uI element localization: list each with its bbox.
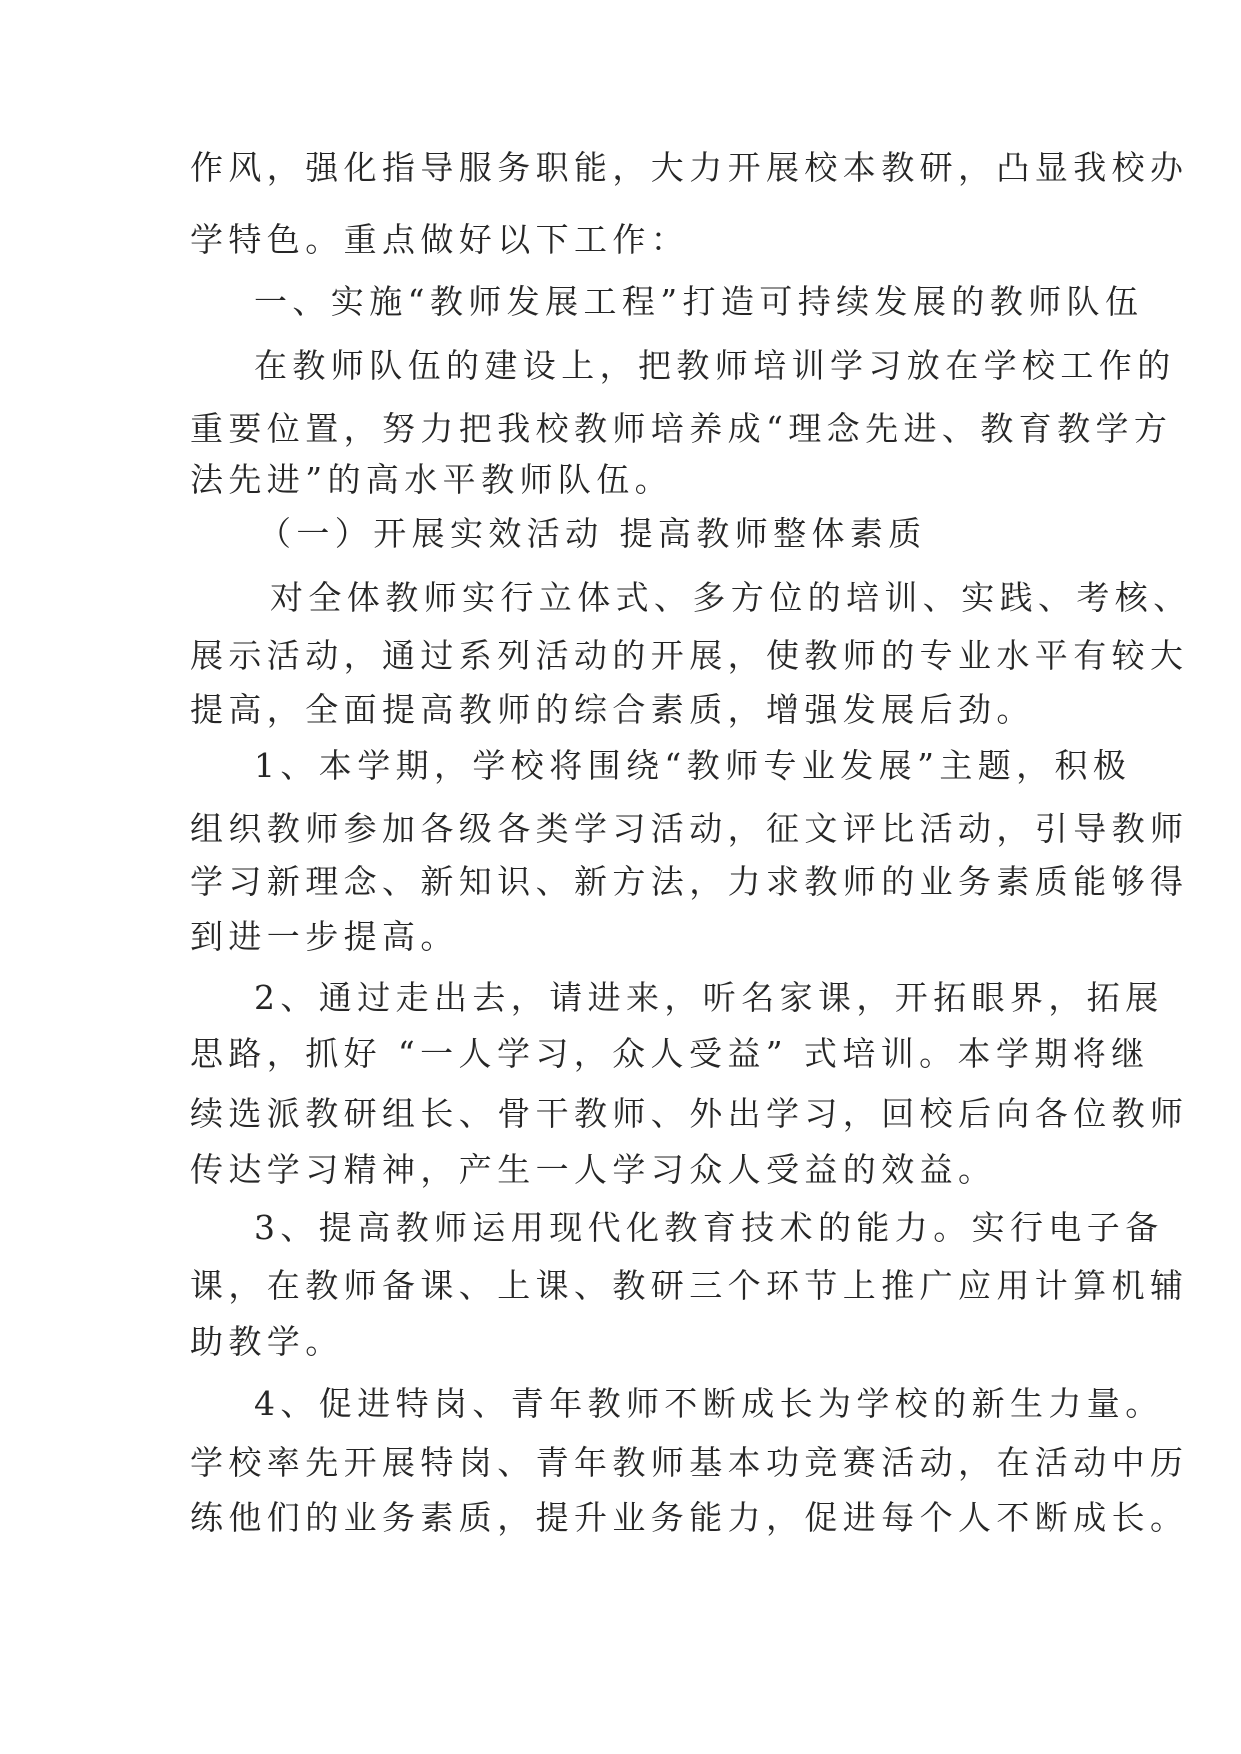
text-line: 组织教师参加各级各类学习活动，征文评比活动，引导教师: [190, 809, 1189, 848]
text-line: 展示活动，通过系列活动的开展，使教师的专业水平有较大: [190, 636, 1189, 675]
text-line: 传达学习精神，产生一人学习众人受益的效益。: [190, 1150, 997, 1189]
text-line: 法先进”的高水平教师队伍。: [190, 460, 674, 499]
text-line: 续选派教研组长、骨干教师、外出学习，回校后向各位教师: [190, 1094, 1189, 1133]
text-line: 到进一步提高。: [190, 917, 459, 956]
text-line: 助教学。: [190, 1322, 344, 1361]
text-line: 思路，抓好 “一人学习，众人受益” 式培训。本学期将继: [190, 1034, 1150, 1073]
text-line: 学校率先开展特岗、青年教师基本功竞赛活动，在活动中历: [190, 1443, 1189, 1482]
text-line: 重要位置，努力把我校教师培养成“理念先进、教育教学方: [190, 409, 1173, 448]
text-line: 4、促进特岗、青年教师不断成长为学校的新生力量。: [254, 1384, 1164, 1423]
text-line: 3、提高教师运用现代化教育技术的能力。实行电子备: [254, 1208, 1164, 1247]
text-line: 对全体教师实行立体式、多方位的培训、实践、考核、: [270, 578, 1192, 617]
text-line: 在教师队伍的建设上，把教师培训学习放在学校工作的: [254, 346, 1176, 385]
text-line: 作风，强化指导服务职能，大力开展校本教研，凸显我校办: [190, 148, 1189, 187]
subsection-heading: （一）开展实效活动 提高教师整体素质: [258, 514, 927, 553]
section-heading: 一、实施“教师发展工程”打造可持续发展的教师队伍: [254, 282, 1144, 321]
text-line: 1、本学期，学校将围绕“教师专业发展”主题，积极: [254, 746, 1132, 785]
text-line: 提高，全面提高教师的综合素质，增强发展后劲。: [190, 690, 1035, 729]
text-line: 课，在教师备课、上课、教研三个环节上推广应用计算机辅: [190, 1266, 1189, 1305]
text-line: 练他们的业务素质，提升业务能力，促进每个人不断成长。: [190, 1498, 1189, 1537]
text-line: 学习新理念、新知识、新方法，力求教师的业务素质能够得: [190, 862, 1189, 901]
text-line: 学特色。重点做好以下工作：: [190, 220, 690, 259]
text-line: 2、通过走出去，请进来，听名家课，开拓眼界，拓展: [254, 978, 1164, 1017]
